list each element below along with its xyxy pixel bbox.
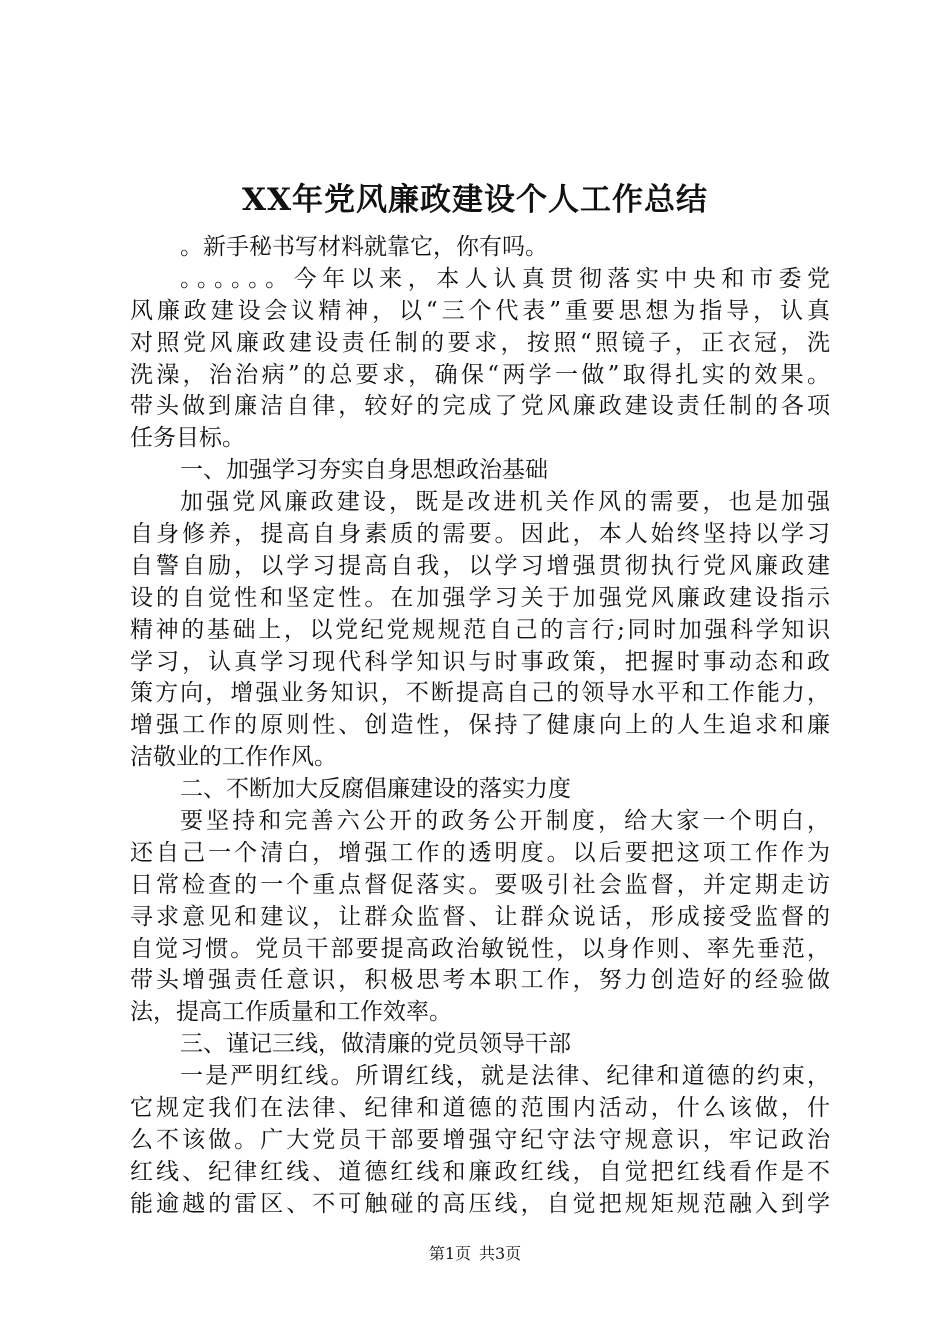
body-line: 一、加强学习夯实自身思想政治基础 [180, 457, 548, 484]
page-number: 第1页 [428, 1244, 471, 1263]
body-line: 对照党风廉政建设责任制的要求，按照“照镜子，正衣冠，洗 [130, 329, 830, 356]
body-line: 二、不断加大反腐倡廉建设的落实力度 [180, 776, 571, 803]
page-total: 共3页 [479, 1244, 522, 1263]
body-line: 要坚持和完善六公开的政务公开制度，给大家一个明白， [180, 808, 830, 835]
body-line: 加强党风廉政建设，既是改进机关作风的需要，也是加强 [180, 489, 830, 516]
body-line: 还自己一个清白，增强工作的透明度。以后要把这项工作作为 [130, 839, 830, 866]
body-line: 设的自觉性和坚定性。在加强学习关于加强党风廉政建设指示 [130, 584, 830, 611]
body-line: 任务目标。 [130, 425, 245, 452]
body-line: 带头增强责任意识，积极思考本职工作，努力创造好的经验做 [130, 967, 830, 994]
body-line: 么不该做。广大党员干部要增强守纪守法守规意识，牢记政治 [130, 1126, 830, 1153]
document-title: XX年党风廉政建设个人工作总结 [241, 182, 709, 218]
body-line: 能逾越的雷区、不可触碰的高压线，自觉把规矩规范融入到学 [130, 1190, 830, 1217]
body-line: 学习，认真学习现代科学知识与时事政策，把握时事动态和政 [130, 648, 830, 675]
body-line: 策方向，增强业务知识，不断提高自己的领导水平和工作能力， [130, 680, 830, 707]
body-line: 寻求意见和建议，让群众监督、让群众说话，形成接受监督的 [130, 903, 830, 930]
body-line: 带头做到廉洁自律，较好的完成了党风廉政建设责任制的各项 [130, 393, 830, 420]
document-body [130, 232, 830, 1221]
body-line: 。新手秘书写材料就靠它，你有吗。 [180, 234, 548, 260]
body-line: 自警自励，以学习提高自我，以学习增强贯彻执行党风廉政建 [130, 552, 830, 579]
body-line: 日常检查的一个重点督促落实。要吸引社会监督，并定期走访 [130, 871, 830, 898]
body-line: 风廉政建设会议精神，以“三个代表”重要思想为指导，认真 [130, 297, 830, 324]
body-line: 自身修养，提高自身素质的需要。因此，本人始终坚持以学习 [130, 521, 830, 548]
body-line: 法，提高工作质量和工作效率。 [130, 999, 452, 1026]
body-line: 红线、纪律红线、道德红线和廉政红线，自觉把红线看作是不 [130, 1158, 830, 1185]
body-line: 洁敬业的工作作风。 [130, 744, 337, 771]
body-line: 。。。。。。今年以来，本人认真贯彻落实中央和市委党 [180, 265, 830, 292]
body-line: 一是严明红线。所谓红线，就是法律、纪律和道德的约束， [180, 1063, 830, 1090]
body-line: 自觉习惯。党员干部要提高政治敏锐性，以身作则、率先垂范， [130, 935, 830, 962]
body-line: 增强工作的原则性、创造性，保持了健康向上的人生追求和廉 [130, 712, 830, 739]
body-line: 洗澡，治治病”的总要求，确保“两学一做”取得扎实的效果。 [130, 361, 830, 388]
body-line: 三、谨记三线，做清廉的党员领导干部 [180, 1031, 571, 1058]
page-footer [0, 1244, 950, 1264]
body-line: 精神的基础上，以党纪党规规范自己的言行;同时加强科学知识 [130, 616, 830, 643]
body-line: 它规定我们在法律、纪律和道德的范围内活动，什么该做，什 [130, 1095, 830, 1122]
